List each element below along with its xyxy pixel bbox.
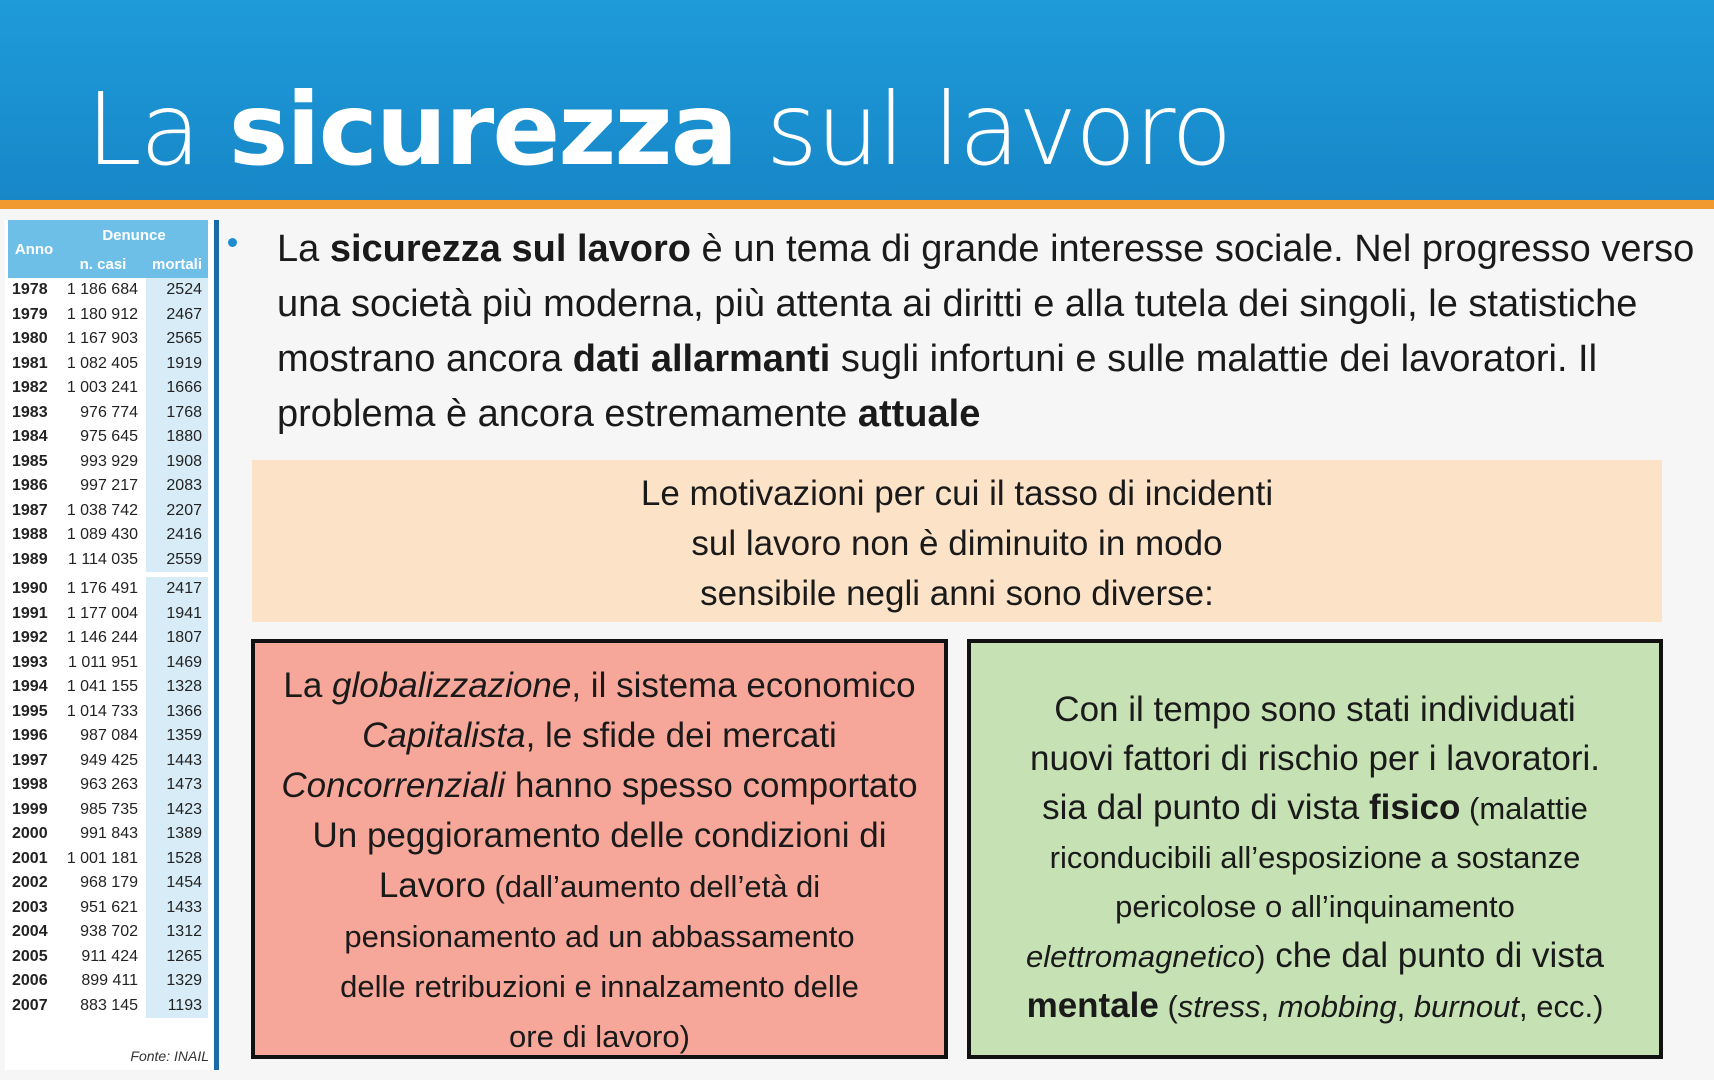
red-line: delle retribuzioni e innalzamento delle — [340, 969, 859, 1004]
cell-anno: 1979 — [12, 305, 48, 323]
cell-mortali: 1473 — [146, 773, 208, 798]
table-row — [8, 327, 208, 352]
table-row — [8, 896, 208, 921]
cell-casi: 976 774 — [80, 403, 138, 421]
cell-casi: 1 114 035 — [68, 550, 138, 568]
cell-mortali: 1768 — [146, 401, 208, 426]
cell-anno: 1992 — [12, 629, 48, 647]
motivazioni-box — [252, 460, 1662, 622]
cell-anno: 1993 — [12, 653, 48, 671]
motivazioni-line: Le motivazioni per cui il tasso di incidenti — [640, 474, 1274, 513]
cell-casi: 975 645 — [80, 428, 138, 446]
cell-mortali: 1328 — [146, 675, 208, 700]
cell-casi: 1 041 155 — [66, 678, 138, 696]
cell-casi: 1 011 951 — [68, 653, 138, 671]
cell-anno: 1983 — [12, 403, 48, 421]
red-line: Un peggioramento delle condizioni di — [312, 816, 887, 855]
table-row — [8, 871, 208, 896]
green-line: nuovi fattori di rischio per i lavoratori. — [1030, 739, 1600, 778]
table-row — [8, 548, 208, 573]
fattori-rischio-box — [967, 639, 1663, 1059]
cell-anno: 1999 — [12, 800, 48, 818]
cell-anno: 1978 — [12, 281, 48, 299]
table-row — [8, 969, 208, 994]
cell-casi: 1 180 912 — [66, 305, 138, 323]
table-row — [8, 945, 208, 970]
cell-mortali: 2559 — [146, 548, 208, 573]
table-source: Fonte: INAIL — [130, 1048, 209, 1064]
red-line: Capitalista, le sfide dei mercati — [362, 716, 837, 755]
table-row — [8, 994, 208, 1019]
table-row — [8, 651, 208, 676]
cell-mortali: 1941 — [146, 602, 208, 627]
cell-mortali: 1433 — [146, 896, 208, 921]
red-line: ore di lavoro) — [509, 1019, 690, 1054]
cell-casi: 1 003 241 — [66, 379, 138, 397]
motivazioni-line: sensibile negli anni sono diverse: — [700, 574, 1214, 613]
green-line: Con il tempo sono stati individuati — [1054, 690, 1576, 729]
slide-title: La sicurezza sul lavoro — [86, 71, 1231, 188]
cell-mortali: 1443 — [146, 749, 208, 774]
red-line: Concorrenziali hanno spesso comportato — [281, 766, 918, 805]
table-row — [8, 352, 208, 377]
cell-casi: 993 929 — [80, 452, 138, 470]
table-divider — [214, 220, 219, 1070]
globalizzazione-box — [251, 639, 948, 1059]
cell-casi: 1 038 742 — [66, 501, 138, 519]
table-row — [8, 425, 208, 450]
cell-mortali: 1454 — [146, 871, 208, 896]
table-row — [8, 523, 208, 548]
cell-casi: 911 424 — [81, 947, 138, 965]
cell-anno: 1982 — [12, 379, 48, 397]
cell-mortali: 1193 — [146, 994, 208, 1019]
cell-mortali: 1329 — [146, 969, 208, 994]
cell-casi: 883 145 — [80, 996, 138, 1014]
cell-casi: 991 843 — [80, 825, 138, 843]
cell-anno: 1989 — [12, 550, 48, 568]
col-header-mortali: mortali — [146, 250, 208, 278]
cell-casi: 987 084 — [80, 727, 138, 745]
cell-casi: 1 146 244 — [66, 629, 138, 647]
cell-mortali: 1359 — [146, 724, 208, 749]
statistics-table-panel — [5, 220, 213, 1070]
cell-mortali: 2417 — [146, 577, 208, 602]
cell-mortali: 1528 — [146, 847, 208, 872]
cell-mortali: 1366 — [146, 700, 208, 725]
cell-anno: 1987 — [12, 501, 48, 519]
cell-casi: 1 082 405 — [66, 354, 138, 372]
cell-mortali: 1666 — [146, 376, 208, 401]
cell-anno: 2005 — [12, 947, 48, 965]
cell-mortali: 2467 — [146, 303, 208, 328]
cell-casi: 949 425 — [80, 751, 138, 769]
table-row — [8, 474, 208, 499]
cell-casi: 963 263 — [80, 776, 138, 794]
green-line: sia dal punto di vista fisico (malattie — [1042, 788, 1588, 827]
cell-anno: 1997 — [12, 751, 48, 769]
cell-anno: 1995 — [12, 702, 48, 720]
cell-mortali: 1312 — [146, 920, 208, 945]
cell-anno: 1981 — [12, 354, 48, 372]
cell-mortali: 2416 — [146, 523, 208, 548]
cell-mortali: 1265 — [146, 945, 208, 970]
cell-anno: 1990 — [12, 580, 48, 598]
cell-anno: 2000 — [12, 825, 48, 843]
cell-anno: 1998 — [12, 776, 48, 794]
cell-anno: 1994 — [12, 678, 48, 696]
cell-casi: 1 167 903 — [66, 330, 138, 348]
red-line: Lavoro (dall’aumento dell’età di — [378, 866, 821, 905]
cell-anno: 1986 — [12, 477, 48, 495]
col-header-anno: Anno — [8, 220, 60, 278]
red-line: La globalizzazione, il sistema economico — [283, 666, 916, 705]
cell-casi: 1 089 430 — [66, 526, 138, 544]
green-line: mentale (stress, mobbing, burnout, ecc.) — [1026, 986, 1604, 1025]
cell-mortali: 1908 — [146, 450, 208, 475]
cell-anno: 1980 — [12, 330, 48, 348]
cell-anno: 1985 — [12, 452, 48, 470]
cell-anno: 2002 — [12, 874, 48, 892]
cell-casi: 1 177 004 — [66, 604, 138, 622]
table-row — [8, 401, 208, 426]
cell-mortali: 1423 — [146, 798, 208, 823]
cell-anno: 1996 — [12, 727, 48, 745]
cell-casi: 1 176 491 — [66, 580, 138, 598]
table-row — [8, 749, 208, 774]
table-row — [8, 847, 208, 872]
col-header-casi: n. casi — [60, 250, 146, 278]
cell-mortali: 2083 — [146, 474, 208, 499]
cell-casi: 938 702 — [80, 923, 138, 941]
cell-mortali: 1880 — [146, 425, 208, 450]
green-line: pericolose o all’inquinamento — [1115, 889, 1515, 924]
cell-mortali: 1469 — [146, 651, 208, 676]
col-header-denunce: Denunce — [60, 220, 208, 250]
cell-mortali: 1389 — [146, 822, 208, 847]
table-row — [8, 602, 208, 627]
table-body — [8, 278, 208, 1018]
cell-mortali: 2524 — [146, 278, 208, 303]
cell-anno: 2001 — [12, 849, 48, 867]
cell-casi: 1 186 684 — [66, 281, 138, 299]
table-row — [8, 700, 208, 725]
cell-casi: 1 001 181 — [66, 849, 138, 867]
cell-casi: 899 411 — [81, 972, 138, 990]
bullet-point-icon — [228, 238, 237, 247]
cell-casi: 1 014 733 — [66, 702, 138, 720]
green-line: riconducibili all’esposizione a sostanze — [1049, 840, 1581, 875]
header-accent-line — [0, 200, 1714, 209]
table-row — [8, 303, 208, 328]
cell-anno: 2003 — [12, 898, 48, 916]
cell-anno: 2006 — [12, 972, 48, 990]
table-row — [8, 376, 208, 401]
table-row — [8, 499, 208, 524]
cell-anno: 2007 — [12, 996, 48, 1014]
cell-anno: 1988 — [12, 526, 48, 544]
table-row — [8, 724, 208, 749]
intro-paragraph: La sicurezza sul lavoro è un tema di grande interesse sociale. Nel progresso verso una società più moderna, più attenta ai diritti e alla tutela dei singoli, le statistiche mostrano ancora dati allarmanti sugli infortuni e sulle malattie dei lavoratori. Il problema è ancora estremamente attuale — [277, 228, 1695, 435]
cell-anno: 1984 — [12, 428, 48, 446]
cell-casi: 951 621 — [80, 898, 138, 916]
motivazioni-line: sul lavoro non è diminuito in modo — [691, 524, 1223, 563]
red-line: pensionamento ad un abbassamento — [344, 919, 855, 954]
cell-anno: 2004 — [12, 923, 48, 941]
statistics-table — [8, 220, 208, 1018]
cell-casi: 985 735 — [80, 800, 138, 818]
cell-casi: 968 179 — [80, 874, 138, 892]
green-line: elettromagnetico) che dal punto di vista — [1025, 936, 1605, 975]
table-row — [8, 577, 208, 602]
cell-casi: 997 217 — [80, 477, 138, 495]
table-row — [8, 675, 208, 700]
table-row — [8, 822, 208, 847]
cell-anno: 1991 — [12, 604, 48, 622]
table-row — [8, 626, 208, 651]
table-row — [8, 278, 208, 303]
table-row — [8, 450, 208, 475]
table-row — [8, 773, 208, 798]
cell-mortali: 2207 — [146, 499, 208, 524]
cell-mortali: 1807 — [146, 626, 208, 651]
table-row — [8, 920, 208, 945]
cell-mortali: 2565 — [146, 327, 208, 352]
cell-mortali: 1919 — [146, 352, 208, 377]
table-row — [8, 798, 208, 823]
